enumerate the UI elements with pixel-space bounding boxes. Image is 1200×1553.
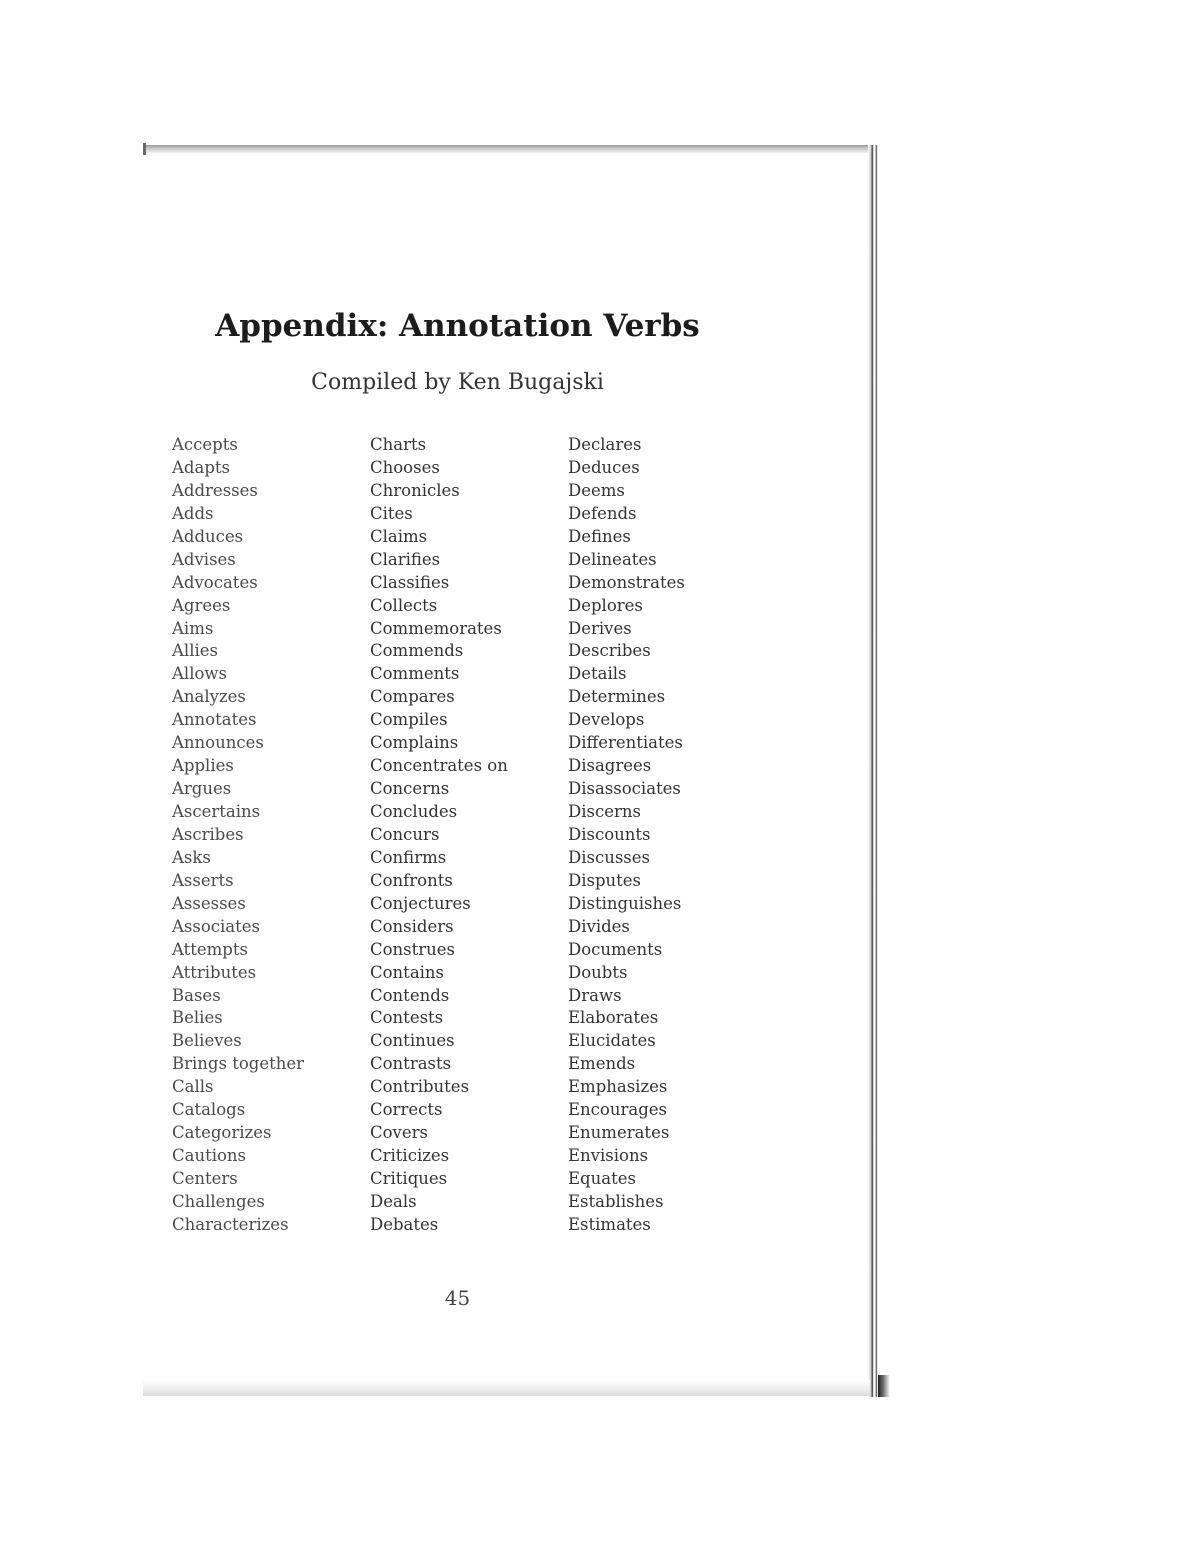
verb-item: Confronts bbox=[370, 870, 453, 890]
verb-item: Complains bbox=[370, 733, 459, 753]
verb-item: Attributes bbox=[172, 962, 257, 982]
verb-item: Characterizes bbox=[172, 1214, 289, 1234]
verb-item: Charts bbox=[370, 435, 427, 454]
verb-item: Attempts bbox=[172, 939, 248, 959]
scan-bottom-edge bbox=[143, 1380, 870, 1396]
verb-item: Assesses bbox=[172, 893, 246, 913]
verb-item: Documents bbox=[568, 939, 663, 959]
verb-item: Disassociates bbox=[568, 779, 681, 799]
verb-item: Advocates bbox=[172, 572, 258, 592]
verb-item: Belies bbox=[172, 1008, 223, 1028]
verb-item: Clarifies bbox=[370, 549, 441, 569]
verb-item: Catalogs bbox=[172, 1100, 246, 1120]
verb-item: Doubts bbox=[568, 962, 628, 982]
verb-item: Claims bbox=[370, 526, 428, 546]
verb-item: Argues bbox=[172, 779, 232, 799]
verb-item: Cautions bbox=[172, 1146, 247, 1166]
verb-item: Asserts bbox=[172, 870, 234, 890]
verb-item: Allows bbox=[172, 664, 227, 684]
verb-item: Adduces bbox=[172, 526, 244, 546]
verb-item: Concerns bbox=[370, 779, 450, 799]
verb-item: Describes bbox=[568, 641, 651, 661]
verb-item: Compiles bbox=[370, 710, 448, 730]
verb-item: Establishes bbox=[568, 1191, 664, 1211]
verb-item: Challenges bbox=[172, 1191, 265, 1211]
verb-item: Differentiates bbox=[568, 733, 683, 753]
verb-item: Calls bbox=[172, 1077, 214, 1097]
verb-item: Annotates bbox=[172, 710, 257, 730]
verb-item: Chronicles bbox=[370, 480, 460, 500]
verb-item: Accepts bbox=[172, 435, 238, 454]
verb-item: Elaborates bbox=[568, 1008, 659, 1028]
verb-item: Disputes bbox=[568, 870, 642, 890]
verb-item: Encourages bbox=[568, 1100, 667, 1120]
verb-item: Divides bbox=[568, 916, 630, 936]
verb-item: Equates bbox=[568, 1169, 636, 1188]
page-title: Appendix: Annotation Verbs bbox=[215, 308, 700, 344]
verb-item: Classifies bbox=[370, 572, 450, 592]
verb-item: Advises bbox=[172, 549, 236, 569]
verb-item: Discusses bbox=[568, 847, 651, 867]
verb-item: Disagrees bbox=[568, 756, 652, 776]
verb-item: Compares bbox=[370, 687, 455, 707]
verb-item: Announces bbox=[172, 733, 264, 753]
verb-item: Brings together bbox=[172, 1054, 304, 1074]
verb-item: Centers bbox=[172, 1169, 238, 1188]
verb-item: Construes bbox=[370, 939, 456, 959]
verb-item: Commemorates bbox=[370, 618, 502, 638]
verb-column-3 bbox=[568, 434, 685, 1237]
verb-item: Envisions bbox=[568, 1146, 649, 1166]
page-number: 45 bbox=[444, 1286, 471, 1310]
verb-item: Analyzes bbox=[172, 687, 246, 707]
verb-item: Deals bbox=[370, 1191, 417, 1211]
verb-item: Critiques bbox=[370, 1169, 448, 1188]
verb-item: Discerns bbox=[568, 802, 641, 821]
verb-item: Emends bbox=[568, 1054, 636, 1074]
verb-item: Conjectures bbox=[370, 893, 471, 913]
verb-item: Asks bbox=[172, 847, 211, 867]
verb-item: Demonstrates bbox=[568, 572, 685, 592]
verb-column-2 bbox=[370, 434, 508, 1237]
verb-item: Collects bbox=[370, 595, 438, 615]
verb-item: Emphasizes bbox=[568, 1077, 668, 1097]
verb-item: Addresses bbox=[172, 480, 258, 500]
verb-item: Deplores bbox=[568, 595, 643, 615]
verb-item: Defends bbox=[568, 503, 637, 523]
verb-item: Draws bbox=[568, 985, 622, 1005]
verb-item: Details bbox=[568, 664, 627, 684]
verb-item: Applies bbox=[172, 756, 234, 776]
verb-item: Believes bbox=[172, 1031, 242, 1051]
verb-item: Categorizes bbox=[172, 1123, 272, 1143]
verb-item: Enumerates bbox=[568, 1123, 670, 1143]
verb-item: Debates bbox=[370, 1214, 439, 1234]
verb-item: Commends bbox=[370, 641, 464, 661]
verb-item: Cites bbox=[370, 503, 413, 523]
verb-item: Chooses bbox=[370, 457, 440, 477]
verb-item: Deduces bbox=[568, 457, 640, 477]
verb-item: Contrasts bbox=[370, 1054, 452, 1074]
scan-right-notch bbox=[878, 1375, 890, 1397]
verb-item: Contends bbox=[370, 985, 450, 1005]
verb-item: Associates bbox=[172, 916, 261, 936]
verb-item: Defines bbox=[568, 526, 631, 546]
verb-item: Ascertains bbox=[172, 802, 261, 821]
verb-item: Comments bbox=[370, 664, 460, 684]
verb-item: Concurs bbox=[370, 824, 440, 844]
verb-item: Deems bbox=[568, 480, 625, 500]
page-subtitle: Compiled by Ken Bugajski bbox=[311, 370, 604, 395]
verb-item: Contributes bbox=[370, 1077, 470, 1097]
verb-item: Corrects bbox=[370, 1100, 443, 1120]
verb-item: Concentrates on bbox=[370, 756, 508, 776]
verb-item: Delineates bbox=[568, 549, 657, 569]
verb-item: Discounts bbox=[568, 824, 651, 844]
scan-top-edge bbox=[143, 145, 870, 153]
verb-item: Aims bbox=[172, 618, 214, 638]
verb-item: Concludes bbox=[370, 802, 458, 821]
verb-item: Contests bbox=[370, 1008, 444, 1028]
verb-item: Declares bbox=[568, 435, 642, 454]
verb-item: Ascribes bbox=[172, 824, 244, 844]
verb-item: Continues bbox=[370, 1031, 455, 1051]
verb-item: Adds bbox=[172, 503, 214, 523]
verb-item: Develops bbox=[568, 710, 645, 730]
verb-item: Estimates bbox=[568, 1214, 651, 1234]
verb-item: Covers bbox=[370, 1123, 428, 1143]
verb-item: Contains bbox=[370, 962, 445, 982]
verb-column-1 bbox=[172, 434, 304, 1237]
verb-item: Distinguishes bbox=[568, 893, 682, 913]
verb-item: Allies bbox=[172, 641, 218, 661]
verb-item: Derives bbox=[568, 618, 632, 638]
verb-item: Confirms bbox=[370, 847, 447, 867]
verb-item: Considers bbox=[370, 916, 454, 936]
verb-item: Agrees bbox=[172, 595, 231, 615]
verb-item: Determines bbox=[568, 687, 666, 707]
verb-item: Adapts bbox=[172, 457, 230, 477]
verb-item: Elucidates bbox=[568, 1031, 656, 1051]
scan-left-tick bbox=[143, 143, 146, 155]
verb-item: Bases bbox=[172, 985, 221, 1005]
verb-item: Criticizes bbox=[370, 1146, 450, 1166]
